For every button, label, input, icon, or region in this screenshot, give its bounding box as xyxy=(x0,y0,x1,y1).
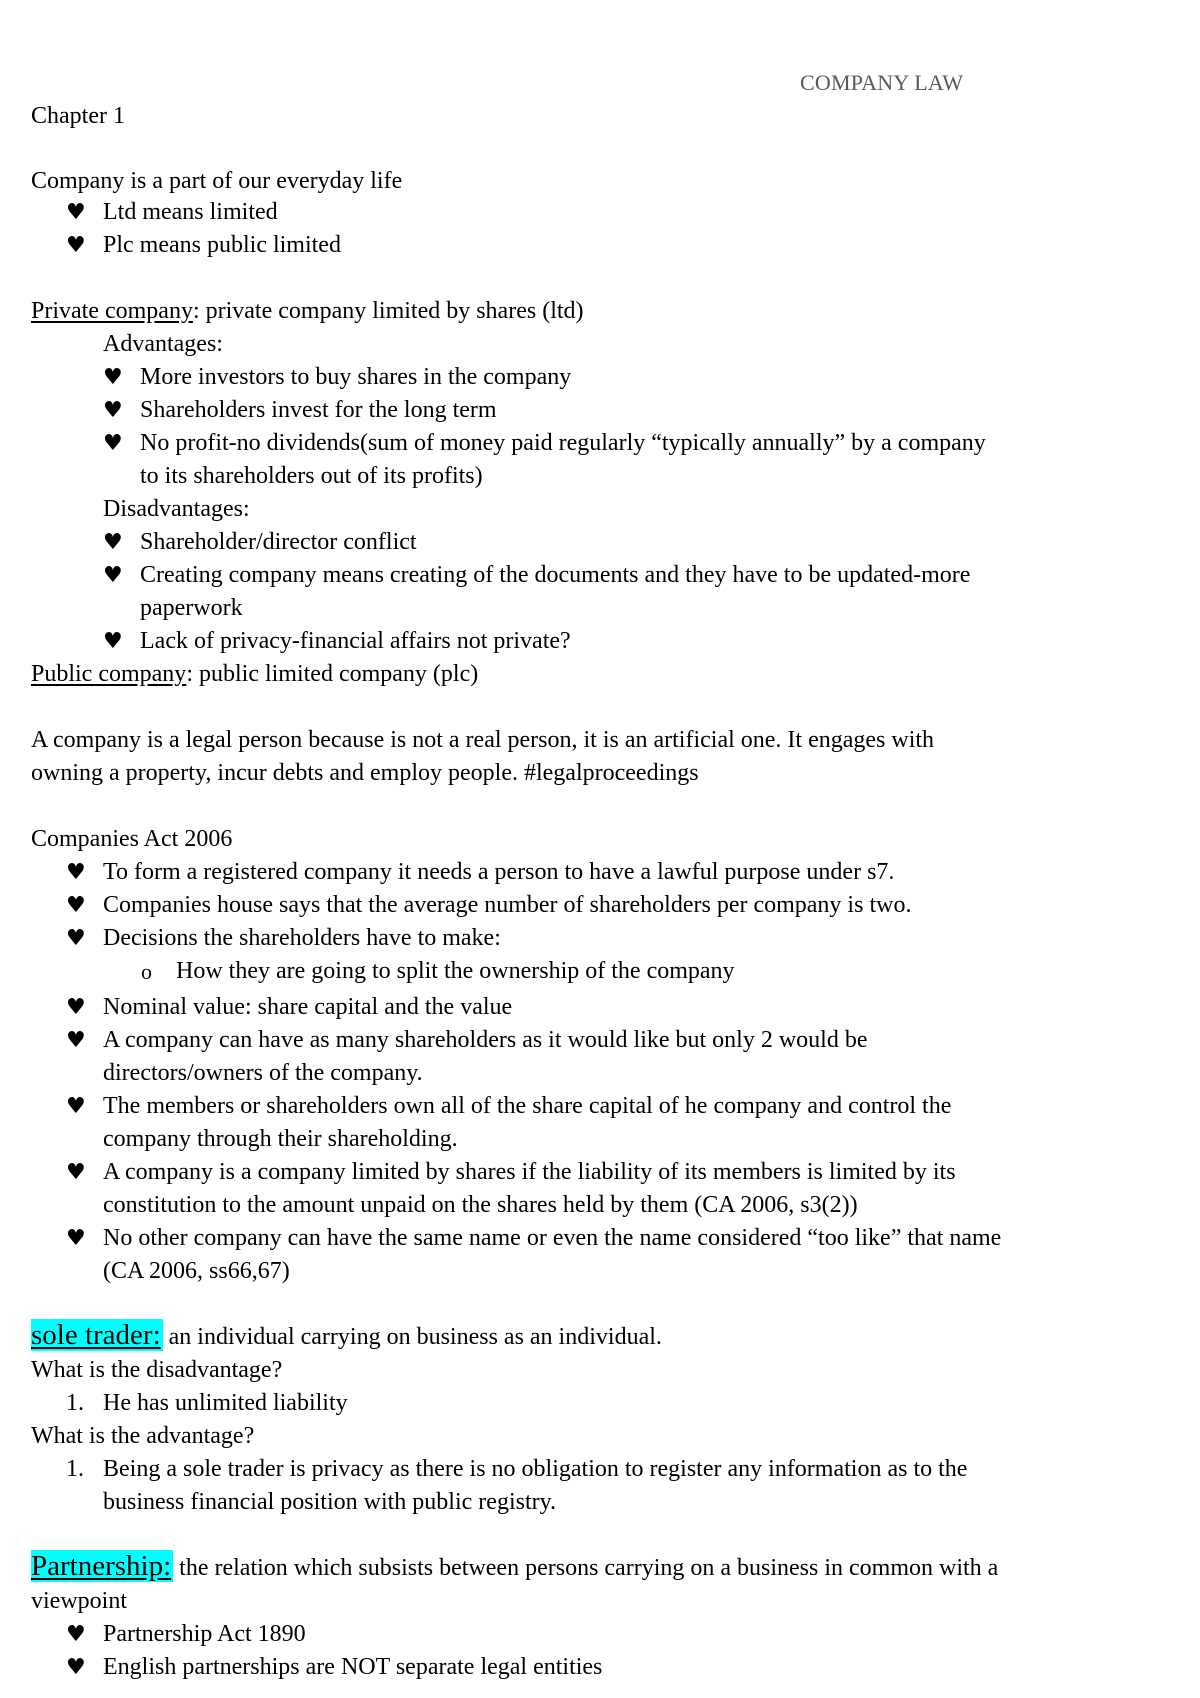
list-item: Being a sole trader is privacy as there is no obligation to register any information as to the xyxy=(103,1456,968,1482)
list-item: Shareholders invest for the long term xyxy=(140,397,497,423)
question-text: What is the advantage? xyxy=(31,1423,255,1449)
sub-list-item: How they are going to split the ownership of the company xyxy=(176,958,735,984)
heart-bullet-icon: ♥ xyxy=(66,995,86,1020)
list-item-continuation: paperwork xyxy=(140,595,243,621)
sole-trader-definition xyxy=(31,1316,662,1356)
heart-bullet-icon: ♥ xyxy=(66,1655,86,1680)
public-company-text: : public limited company (plc) xyxy=(186,661,479,687)
sole-trader-text: an individual carrying on business as an individual. xyxy=(162,1324,662,1350)
list-item: English partnerships are NOT separate legal entities xyxy=(103,1654,603,1680)
advantages-label: Advantages: xyxy=(103,331,223,357)
list-item: A company is a company limited by shares if the liability of its members is limited by its xyxy=(103,1159,956,1185)
list-item: To form a registered company it needs a person to have a lawful purpose under s7. xyxy=(103,859,895,885)
heart-bullet-icon: ♥ xyxy=(103,629,123,654)
heart-bullet-icon: ♥ xyxy=(103,431,123,456)
list-item: A company can have as many shareholders as it would like but only 2 would be xyxy=(103,1027,868,1053)
heart-bullet-icon: ♥ xyxy=(66,200,86,225)
list-item-continuation: (CA 2006, ss66,67) xyxy=(103,1258,290,1284)
heart-bullet-icon: ♥ xyxy=(66,1028,86,1053)
list-number: 1. xyxy=(66,1390,84,1416)
public-company-term: Public company xyxy=(31,661,187,687)
list-item: Companies house says that the average number of shareholders per company is two. xyxy=(103,892,912,918)
heart-bullet-icon: ♥ xyxy=(103,563,123,588)
list-item-continuation: business financial position with public registry. xyxy=(103,1489,557,1515)
private-company-definition xyxy=(31,295,584,328)
heart-bullet-icon: ♥ xyxy=(66,233,86,258)
partnership-term: Partnership: xyxy=(31,1550,172,1582)
heart-bullet-icon: ♥ xyxy=(66,1226,86,1251)
disadvantages-label: Disadvantages: xyxy=(103,496,250,522)
public-company-definition xyxy=(31,658,478,691)
paragraph-line: viewpoint xyxy=(31,1588,127,1614)
list-item: No profit-no dividends(sum of money paid regularly “typically annually” by a company xyxy=(140,430,986,456)
heart-bullet-icon: ♥ xyxy=(66,1094,86,1119)
heart-bullet-icon: ♥ xyxy=(66,1622,86,1647)
list-item-continuation: constitution to the amount unpaid on the shares held by them (CA 2006, s3(2)) xyxy=(103,1192,858,1218)
partnership-text: the relation which subsists between persons carrying on a business in common with a xyxy=(173,1555,999,1581)
private-company-term: Private company xyxy=(31,298,193,324)
list-item: Ltd means limited xyxy=(103,199,278,225)
heart-bullet-icon: ♥ xyxy=(66,1160,86,1185)
list-item: He has unlimited liability xyxy=(103,1390,348,1416)
private-company-text: : private company limited by shares (ltd) xyxy=(192,298,584,324)
paragraph-line: owning a property, incur debts and employ people. #legalproceedings xyxy=(31,760,699,786)
list-number: 1. xyxy=(66,1456,84,1482)
heart-bullet-icon: ♥ xyxy=(66,893,86,918)
circle-bullet-icon: o xyxy=(141,959,152,984)
heart-bullet-icon: ♥ xyxy=(103,398,123,423)
question-text: What is the disadvantage? xyxy=(31,1357,283,1383)
list-item: Partnership Act 1890 xyxy=(103,1621,306,1647)
sole-trader-term: sole trader: xyxy=(31,1319,161,1351)
list-item: Plc means public limited xyxy=(103,232,341,258)
intro-title: Company is a part of our everyday life xyxy=(31,168,403,194)
list-item: No other company can have the same name or even the name considered “too like” that name xyxy=(103,1225,1002,1251)
heart-bullet-icon: ♥ xyxy=(66,926,86,951)
list-item: Creating company means creating of the documents and they have to be updated-more xyxy=(140,562,971,588)
page-header: COMPANY LAW xyxy=(800,70,964,95)
list-item-continuation: directors/owners of the company. xyxy=(103,1060,423,1086)
list-item: Decisions the shareholders have to make: xyxy=(103,925,501,951)
heart-bullet-icon: ♥ xyxy=(103,530,123,555)
heart-bullet-icon: ♥ xyxy=(103,365,123,390)
list-item: The members or shareholders own all of the share capital of he company and control the xyxy=(103,1093,952,1119)
companies-act-title: Companies Act 2006 xyxy=(31,826,233,852)
list-item: Lack of privacy-financial affairs not private? xyxy=(140,628,571,654)
list-item: Shareholder/director conflict xyxy=(140,529,417,555)
heart-bullet-icon: ♥ xyxy=(66,860,86,885)
list-item-continuation: company through their shareholding. xyxy=(103,1126,458,1152)
partnership-definition xyxy=(31,1547,998,1587)
list-item: More investors to buy shares in the company xyxy=(140,364,572,390)
paragraph-line: A company is a legal person because is not a real person, it is an artificial one. It engages with xyxy=(31,727,935,753)
list-item-continuation: to its shareholders out of its profits) xyxy=(140,463,483,489)
list-item: Nominal value: share capital and the value xyxy=(103,994,513,1020)
chapter-title: Chapter 1 xyxy=(31,103,125,129)
